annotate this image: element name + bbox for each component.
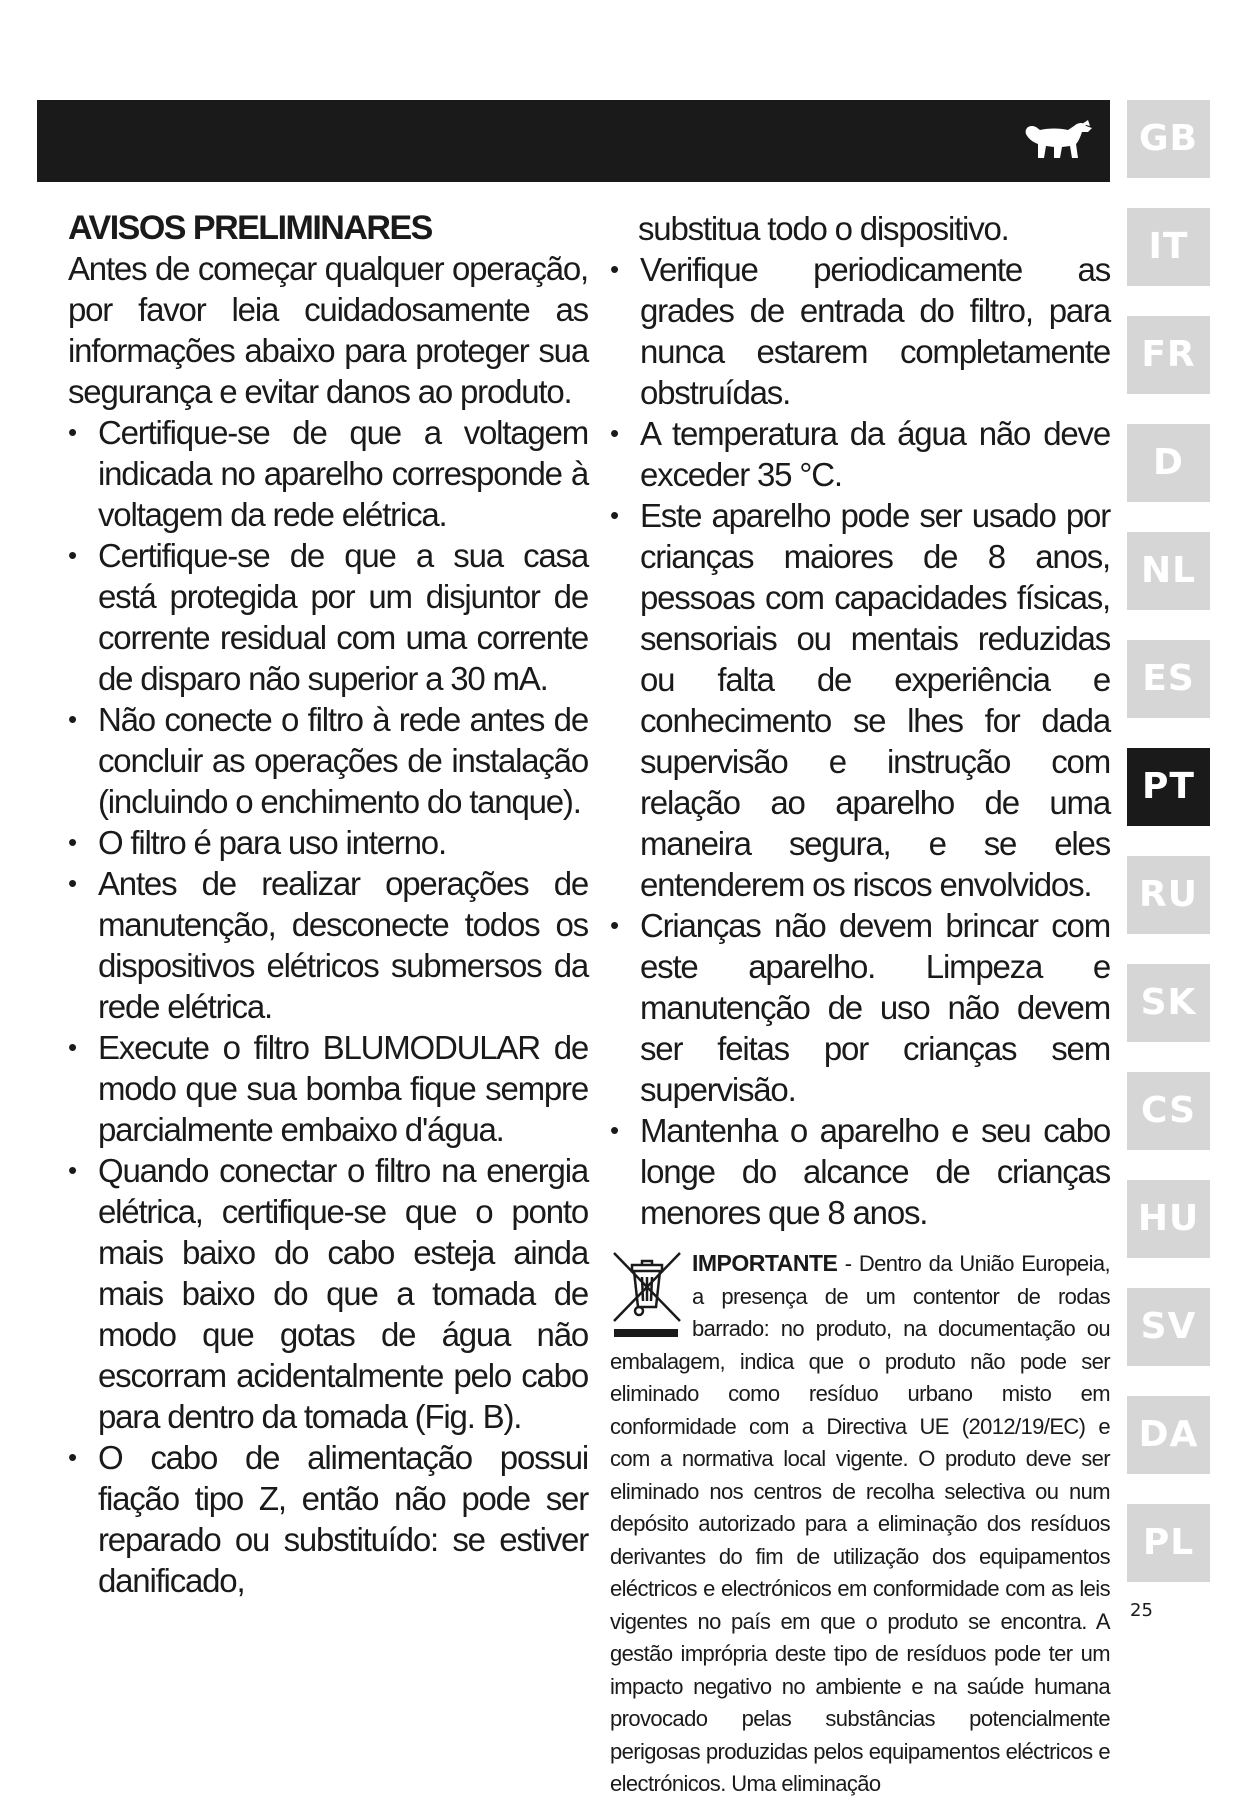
right-column <box>610 208 1110 1801</box>
language-tab-ru[interactable]: RU <box>1127 856 1210 934</box>
warning-item: • Certifique-se de que a sua casa está protegida por um disjuntor de corrente residual com uma corrente de disparo não superior a 30 mA. <box>68 535 588 699</box>
language-tab-pl[interactable]: PL <box>1127 1504 1210 1582</box>
warning-item: • A temperatura da água não deve exceder 35 °C. <box>610 413 1110 495</box>
warning-item: • Mantenha o aparelho e seu cabo longe do alcance de crianças menores que 8 anos. <box>610 1110 1110 1233</box>
weee-body: - Dentro da União Europeia, a presença de um contentor de rodas barrado: no produto, na documentação ou embalagem, indica que o produto não pode ser eliminado como resíduo urbano misto em conformidade com a Directiva UE (2012/19/EC) e com a normativa local vigente. O produto deve ser eliminado nos centros de recolha selectiva ou num depósito autorizado para a eliminação dos resíduos derivantes do fim de utilização dos equipamentos eléctricos e electrónicos em conformidade com as leis vigentes no país em que o produto se encontra. A gestão imprópria deste tipo de resíduos pode ter um impacto negativo no ambiente e na saúde humana provocado pelas substâncias potencialmente perigosas produzidas pelos equipamentos eléctricos e electrónicos. Uma eliminação <box>610 1251 1110 1796</box>
ferplast-dogs-logo-icon <box>1022 118 1097 164</box>
weee-notice <box>610 1247 1110 1801</box>
language-tab-hu[interactable]: HU <box>1127 1180 1210 1258</box>
language-tab-sk[interactable]: SK <box>1127 964 1210 1042</box>
left-column <box>68 208 588 1601</box>
language-tab-gb[interactable]: GB <box>1127 100 1210 178</box>
language-tab-da[interactable]: DA <box>1127 1396 1210 1474</box>
warning-item: • O cabo de alimentação possui fiação tipo Z, então não pode ser reparado ou substituído: se estiver danificado, <box>68 1437 588 1601</box>
language-tab-pt[interactable]: PT <box>1127 748 1210 826</box>
weee-paragraph <box>610 1247 1110 1801</box>
language-tab-d[interactable]: D <box>1127 424 1210 502</box>
continuation-text: substitua todo o dispositivo. <box>638 210 1009 247</box>
page-number: 25 <box>1130 1600 1153 1621</box>
warning-list-left <box>68 412 588 1601</box>
crossed-out-wheelie-bin-icon <box>608 1249 684 1339</box>
language-tab-sv[interactable]: SV <box>1127 1288 1210 1366</box>
warning-item: • Verifique periodicamente as grades de entrada do filtro, para nunca estarem completamente obstruídas. <box>610 249 1110 413</box>
warning-item: • O filtro é para uso interno. <box>68 822 588 863</box>
language-tab-nl[interactable]: NL <box>1127 532 1210 610</box>
warning-item: • Quando conectar o filtro na energia elétrica, certifique-se que o ponto mais baixo do cabo esteja ainda mais baixo do que a tomada de modo que gotas de água não escorram acidentalmente pelo cabo para dentro da tomada (Fig. B). <box>68 1150 588 1437</box>
language-tab-fr[interactable]: FR <box>1127 316 1210 394</box>
intro-paragraph: Antes de começar qualquer operação, por favor leia cuidadosamente as informações abaixo para proteger sua segurança e evitar danos ao produto. <box>68 250 588 410</box>
warning-item: • Crianças não devem brincar com este aparelho. Limpeza e manutenção de uso não devem ser feitas por crianças sem supervisão. <box>610 905 1110 1110</box>
warning-item: • Execute o filtro BLUMODULAR de modo que sua bomba fique sempre parcialmente embaixo d'água. <box>68 1027 588 1150</box>
language-tab-es[interactable]: ES <box>1127 640 1210 718</box>
language-tab-cs[interactable]: CS <box>1127 1072 1210 1150</box>
weee-heading: IMPORTANTE <box>692 1250 838 1276</box>
warning-list-right <box>610 249 1110 1233</box>
warning-item: • Não conecte o filtro à rede antes de concluir as operações de instalação (incluindo o enchimento do tanque). <box>68 699 588 822</box>
warning-item: • Certifique-se de que a voltagem indicada no aparelho corresponde à voltagem da rede elétrica. <box>68 412 588 535</box>
language-tab-it[interactable]: IT <box>1127 208 1210 286</box>
header-bar <box>37 100 1110 182</box>
warning-item: • Antes de realizar operações de manutenção, desconecte todos os dispositivos elétricos submersos da rede elétrica. <box>68 863 588 1027</box>
warning-item: • Este aparelho pode ser usado por crianças maiores de 8 anos, pessoas com capacidades físicas, sensoriais ou mentais reduzidas ou falta de experiência e conhecimento se lhes for dada supervisão e instrução com relação ao aparelho de uma maneira segura, e se eles entenderem os riscos envolvidos. <box>610 495 1110 905</box>
section-title: AVISOS PRELIMINARES <box>68 209 432 247</box>
